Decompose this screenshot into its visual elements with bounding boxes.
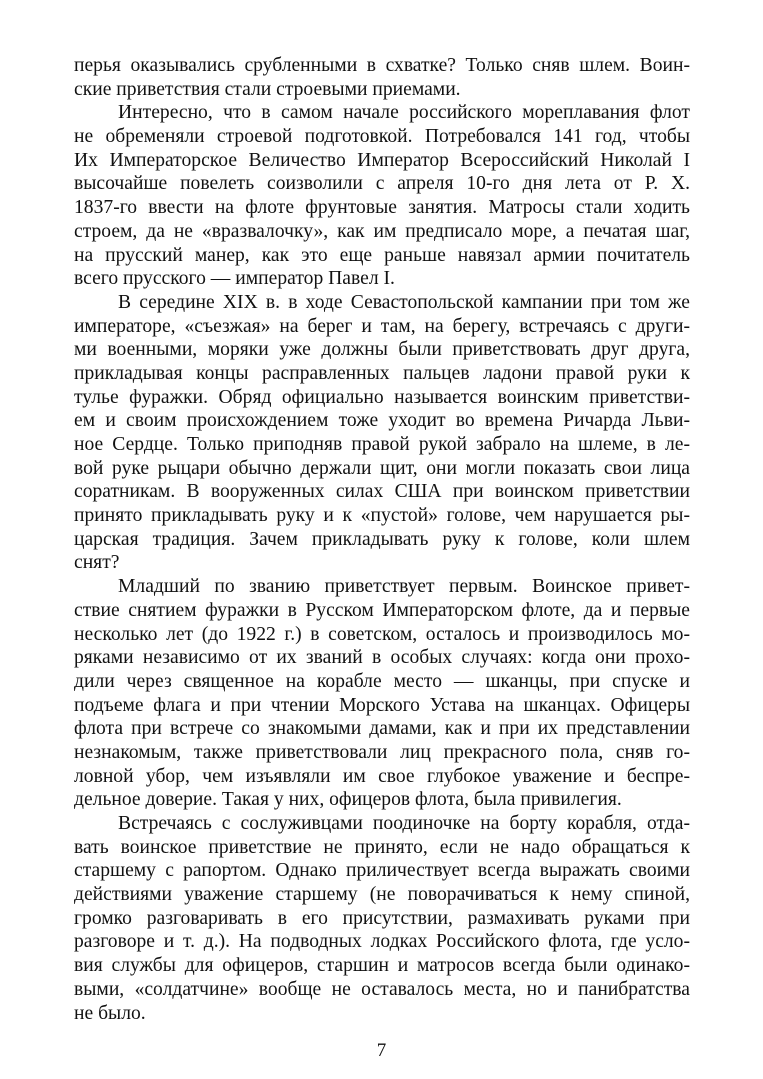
- text-line: на прусский манер, как это еще раньше навязал армии почитатель: [74, 244, 690, 266]
- text-line: не было.: [74, 1002, 146, 1024]
- text-line: соратникам. В вооруженных силах США при воинском приветствии: [74, 481, 690, 503]
- page-body: [74, 54, 690, 1025]
- paragraph: [74, 291, 690, 575]
- text-line: старшему с рапортом. Однако приличествует всегда выражать своими: [74, 860, 690, 882]
- text-line: В середине XIX в. в ходе Севастопольской кампании при том же: [118, 291, 690, 313]
- text-line: Младший по званию приветствует первым. Воинское привет-: [118, 576, 690, 598]
- text-line: разговоре и т. д.). На подводных лодках Российского флота, где усло-: [74, 931, 690, 953]
- text-line: вия службы для офицеров, старшин и матросов всегда были одинако-: [74, 955, 690, 977]
- text-line: не обременяли строевой подготовкой. Потребовался 141 год, чтобы: [74, 126, 690, 148]
- text-line: ем и своим происхождением тоже уходит во времена Ричарда Льви-: [74, 410, 690, 432]
- text-line: тулье фуражки. Обряд официально называется воинским приветстви-: [74, 386, 690, 408]
- text-line: выми, «солдатчине» вообще не оставалось места, но и панибратства: [74, 978, 690, 1000]
- text-line: вой руке рыцари обычно держали щит, они могли показать свои лица: [74, 457, 690, 479]
- text-line: принято прикладывать руку и к «пустой» голове, чем нарушается ры-: [74, 505, 690, 527]
- paragraph: [74, 54, 690, 101]
- text-line: высочайше повелеть соизволили с апреля 10-го дня лета от Р. Х.: [74, 173, 690, 195]
- text-line: Интересно, что в самом начале российского мореплавания флот: [118, 102, 690, 124]
- text-line: Встречаясь с сослуживцами поодиночке на борту корабля, отда-: [118, 813, 690, 834]
- text-line: дельное доверие. Такая у них, офицеров флота, была привилегия.: [74, 789, 622, 811]
- text-line: ские приветствия стали строевыми приемами.: [74, 78, 461, 100]
- page-number: 7: [376, 1040, 387, 1061]
- text-line: перья оказывались срубленными в схватке? Только сняв шлем. Воин-: [74, 55, 690, 76]
- text-line: ловной убор, чем изъявляли им свое глубокое уважение и беспре-: [74, 765, 690, 787]
- text-line: дили через священное на корабле место — шканцы, при спуске и: [74, 670, 690, 692]
- text-line: действиями уважение старшему (не поворачиваться к нему спиной,: [74, 884, 690, 906]
- text-line: императоре, «съезжая» на берег и там, на берегу, встречаясь с други-: [74, 315, 690, 337]
- text-line: прикладывая концы расправленных пальцев ладони правой руки к: [74, 362, 690, 384]
- text-line: царская традиция. Зачем прикладывать руку к голове, коли шлем: [74, 528, 690, 550]
- text-line: вать воинское приветствие не принято, если не надо обращаться к: [74, 836, 690, 858]
- text-line: всего прусского — император Павел I.: [74, 268, 395, 290]
- text-line: незнакомым, также приветствовали лиц прекрасного пола, сняв го-: [74, 741, 690, 763]
- text-line: строем, да не «вразвалочку», как им предписало море, а печатая шаг,: [74, 220, 690, 242]
- text-line: громко разговаривать в его присутствии, размахивать руками при: [74, 907, 690, 929]
- paragraph: [74, 575, 690, 812]
- text-line: ми военными, моряки уже должны были приветствовать друг друга,: [74, 339, 690, 361]
- text-line: подъеме флага и при чтении Морского Устава на шканцах. Офицеры: [74, 694, 690, 716]
- paragraph: [74, 101, 690, 291]
- text-line: ное Сердце. Только приподняв правой рукой забрало на шлеме, в ле-: [74, 434, 690, 455]
- text-line: ствие снятием фуражки в Русском Императорском флоте, да и первые: [74, 599, 690, 621]
- text-line: снят?: [74, 552, 120, 574]
- text-line: несколько лет (до 1922 г.) в советском, осталось и производилось мо-: [74, 623, 690, 645]
- text-line: 1837-го ввести на флоте фрунтовые занятия. Матросы стали ходить: [74, 197, 690, 219]
- paragraph: [74, 812, 690, 1025]
- text-line: Их Императорское Величество Император Всероссийский Николай I: [74, 149, 690, 171]
- text-line: ряками независимо от их званий в особых случаях: когда они прохо-: [74, 647, 690, 669]
- text-line: флота при встрече со знакомыми дамами, как и при их представлении: [74, 718, 690, 740]
